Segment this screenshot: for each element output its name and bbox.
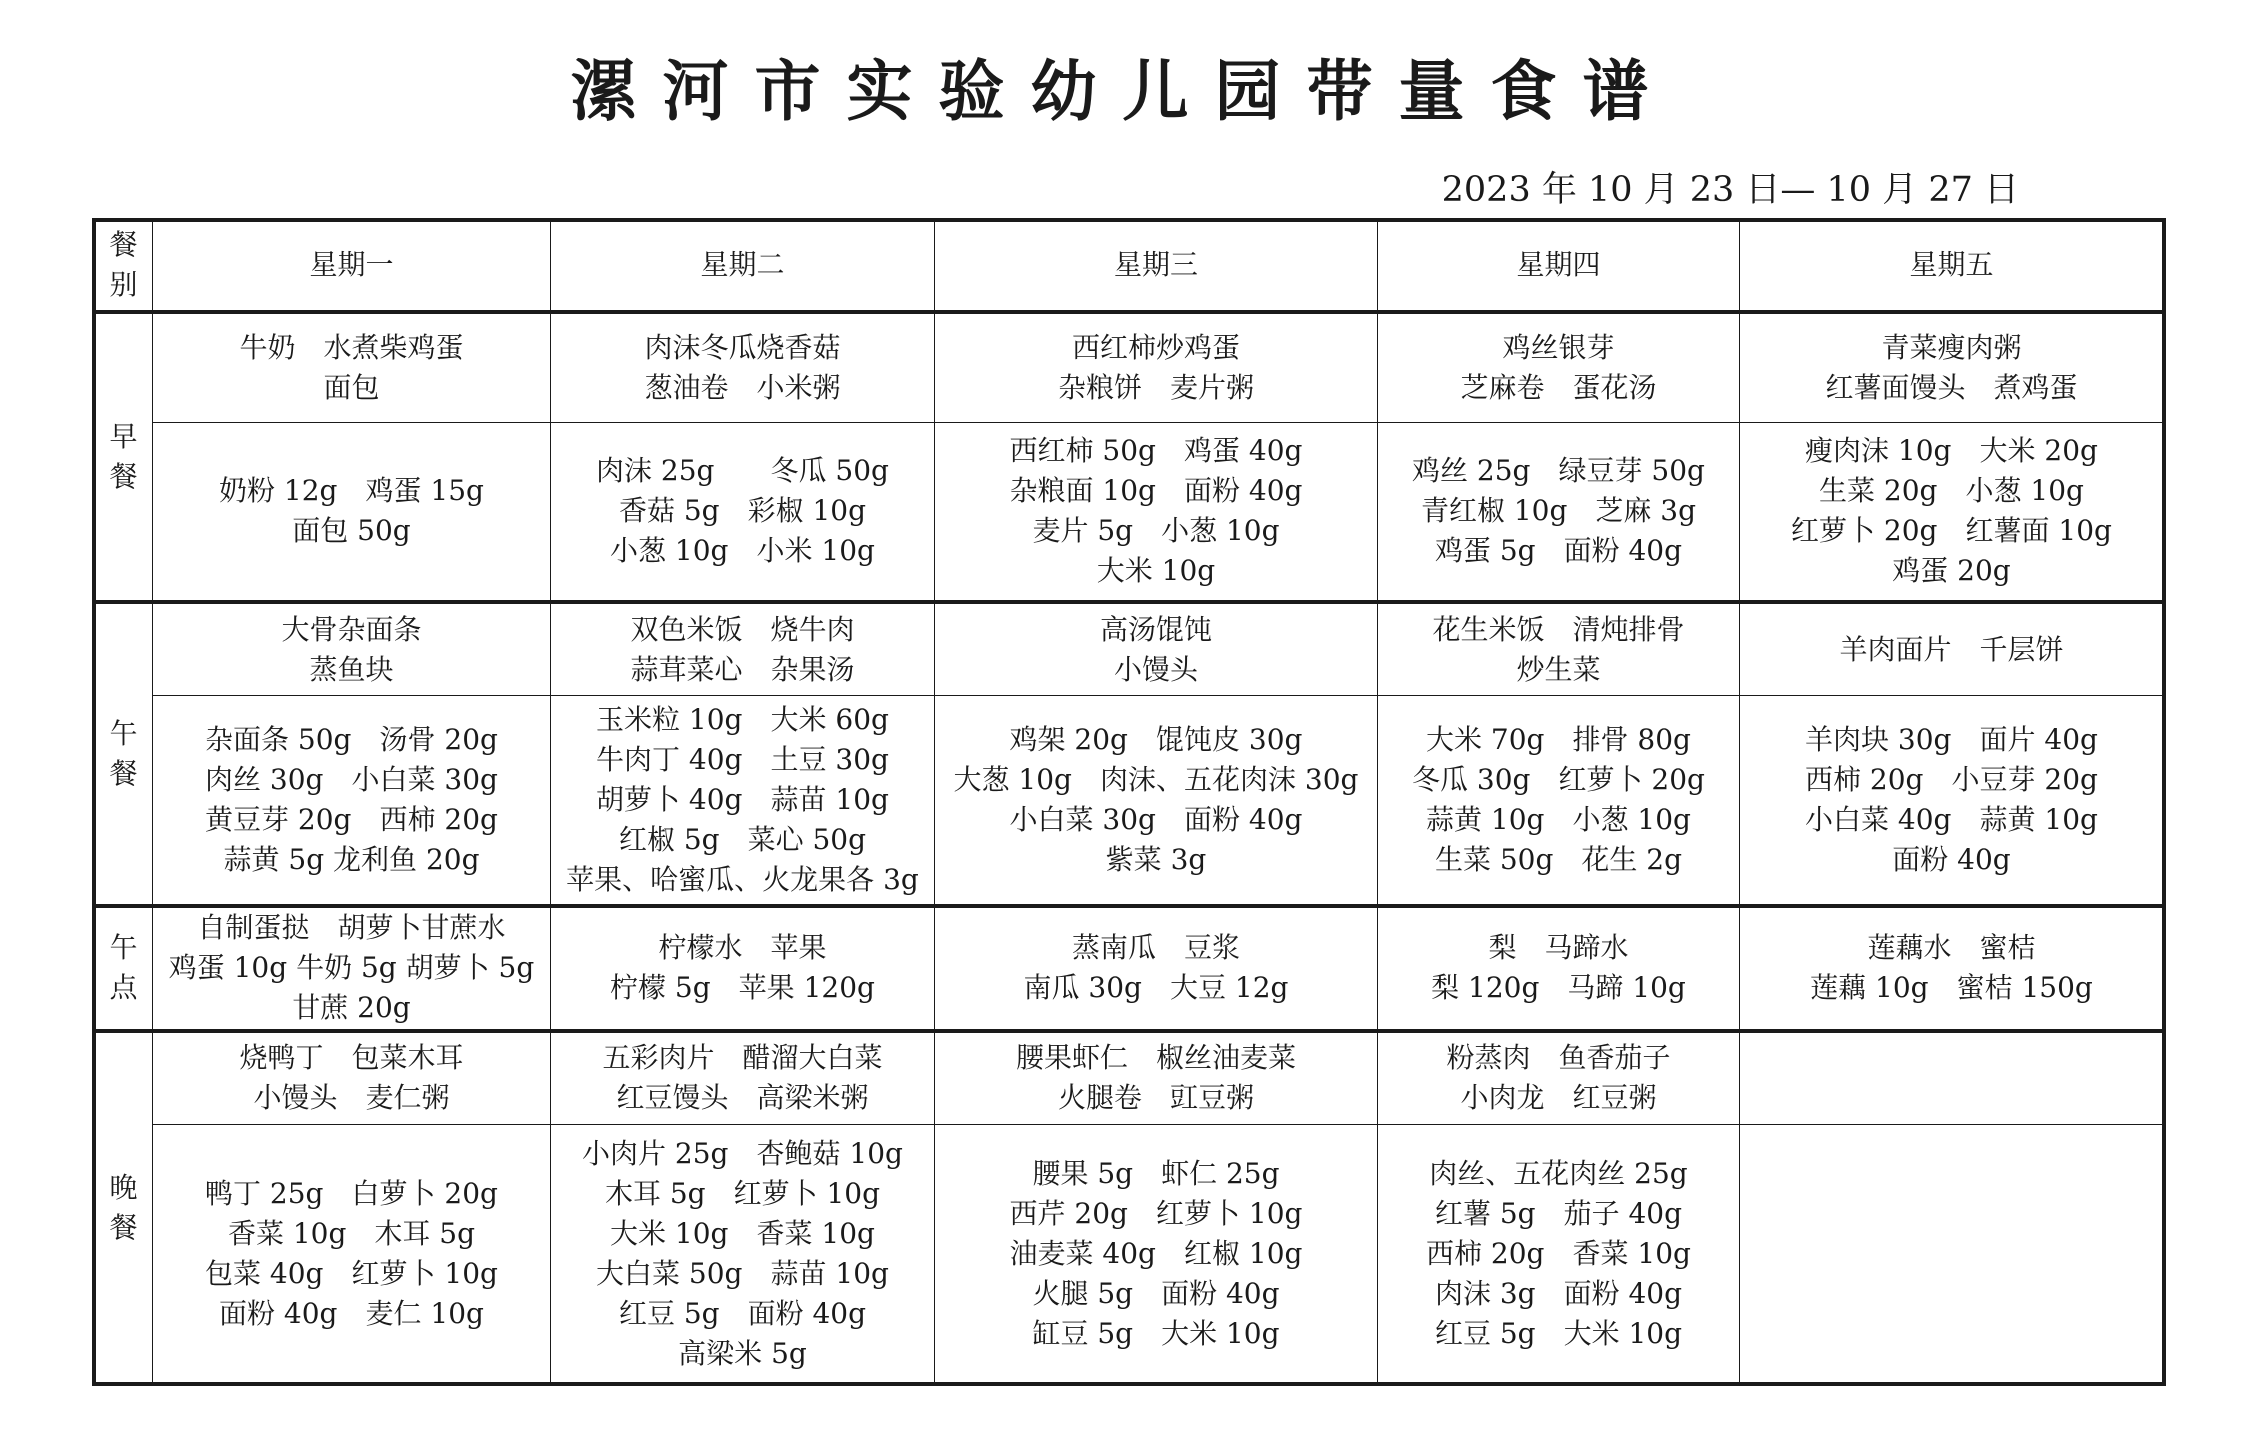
meal-label-line: 午 [109, 931, 138, 965]
snack-cell [153, 906, 551, 1030]
dish-cell-line: 五彩肉片 醋溜大白菜 [602, 1041, 883, 1075]
amount-cell-line: 缸豆 5g 大米 10g [1032, 1317, 1280, 1351]
amount-cell-line: 鸡蛋 20g [1892, 554, 2011, 588]
dish-cell-line: 小肉龙 红豆粥 [1460, 1081, 1657, 1115]
date-range: 2023 年 10 月 23 日— 10 月 27 日 [1441, 170, 2019, 210]
amount-cell-line: 牛肉丁 40g 土豆 30g [596, 743, 889, 777]
meal-column-header-line: 别 [109, 268, 138, 302]
meal-column-header-line: 餐 [109, 228, 138, 262]
amount-cell-line: 高梁米 5g [678, 1337, 807, 1371]
dish-cell-line: 红豆馒头 高梁米粥 [616, 1081, 869, 1115]
snack-cell-line: 莲藕水 蜜桔 [1867, 931, 2036, 965]
amount-cell-line: 麦片 5g 小葱 10g [1032, 514, 1280, 548]
snack-cell-line: 柠檬 5g 苹果 120g [610, 971, 875, 1005]
amount-cell-line: 玉米粒 10g 大米 60g [596, 703, 889, 737]
dish-cell [1378, 1031, 1740, 1125]
amount-cell-line: 奶粉 12g 鸡蛋 15g [219, 474, 484, 508]
amount-cell-line: 西红柿 50g 鸡蛋 40g [1009, 434, 1303, 468]
dish-cell-line: 牛奶 水煮柴鸡蛋 [239, 330, 464, 364]
header-row [95, 221, 2164, 312]
snack-cell [1740, 906, 2164, 1030]
amount-cell-line: 肉丝、五花肉丝 25g [1429, 1157, 1688, 1191]
amount-cell [1378, 1125, 1740, 1384]
amount-cell-line: 鸡架 20g 馄饨皮 30g [1009, 723, 1303, 757]
dish-cell [1740, 1031, 2164, 1125]
amount-cell-line: 鸡丝 25g 绿豆芽 50g [1412, 454, 1705, 488]
dish-cell-line: 高汤馄饨 [1099, 612, 1212, 646]
amount-cell [1740, 1125, 2164, 1384]
dish-cell-line: 火腿卷 豇豆粥 [1057, 1081, 1254, 1115]
dish-cell-line: 双色米饭 烧牛肉 [630, 612, 855, 646]
snack-cell-line: 南瓜 30g 大豆 12g [1023, 971, 1289, 1005]
amount-cell-line: 蒜黄 5g 龙利鱼 20g [223, 843, 480, 877]
meal-label-line: 早 [109, 420, 138, 454]
meal-label [95, 1031, 153, 1384]
dish-cell-line: 鸡丝银芽 [1502, 330, 1615, 364]
amount-cell [551, 696, 935, 907]
snack-cell [551, 906, 935, 1030]
meal-label-line: 餐 [109, 460, 138, 494]
amount-cell [935, 422, 1378, 602]
dish-cell-line: 粉蒸肉 鱼香茄子 [1446, 1041, 1671, 1075]
amount-cell-line: 大米 10g 香菜 10g [610, 1217, 875, 1251]
dish-cell [1740, 312, 2164, 422]
day-header: 星期四 [1378, 221, 1740, 312]
amount-cell-line: 大米 10g [1096, 554, 1216, 588]
dish-cell-line: 红薯面馒头 煮鸡蛋 [1825, 370, 2078, 404]
amount-cell [1740, 422, 2164, 602]
amount-cell [935, 696, 1378, 907]
meal-row [95, 906, 2164, 1030]
dish-cell-line: 腰果虾仁 椒丝油麦菜 [1015, 1041, 1296, 1075]
menu-table [94, 220, 2164, 1384]
amount-cell-line: 面粉 40g [1892, 843, 2011, 877]
dish-cell-line: 花生米饭 清炖排骨 [1432, 612, 1685, 646]
dish-cell-line: 大骨杂面条 [281, 612, 422, 646]
dish-row [95, 1031, 2164, 1125]
snack-cell-line: 柠檬水 苹果 [658, 931, 827, 965]
snack-cell-line: 蒸南瓜 豆浆 [1071, 931, 1240, 965]
amount-cell-line: 蒜黄 10g 小葱 10g [1426, 803, 1691, 837]
dish-cell [551, 602, 935, 695]
amount-cell [1740, 696, 2164, 907]
dish-cell-line: 肉沫冬瓜烧香菇 [644, 330, 841, 364]
snack-cell-line: 莲藕 10g 蜜桔 150g [1810, 971, 2093, 1005]
dish-cell [551, 1031, 935, 1125]
dish-cell [153, 312, 551, 422]
amount-cell-line: 鸭丁 25g 白萝卜 20g [205, 1177, 498, 1211]
amount-cell-line: 肉沫 3g 面粉 40g [1434, 1277, 1683, 1311]
dish-cell [935, 312, 1378, 422]
dish-row [95, 602, 2164, 695]
dish-cell [1378, 312, 1740, 422]
dish-cell-line: 小馒头 麦仁粥 [253, 1081, 450, 1115]
amount-cell-line: 小白菜 40g 蒜黄 10g [1805, 803, 2098, 837]
amount-cell-line: 肉沫 25g 冬瓜 50g [596, 454, 889, 488]
amount-cell-line: 冬瓜 30g 红萝卜 20g [1412, 763, 1705, 797]
amount-cell-line: 羊肉块 30g 面片 40g [1805, 723, 2098, 757]
amount-cell-line: 胡萝卜 40g 蒜苗 10g [596, 783, 889, 817]
meal-label-line: 餐 [109, 1210, 138, 1244]
amount-cell-line: 瘦肉沫 10g 大米 20g [1805, 434, 2098, 468]
dish-cell-line: 炒生菜 [1516, 652, 1601, 686]
amount-cell-line: 肉丝 30g 小白菜 30g [205, 763, 498, 797]
amount-cell-line: 生菜 50g 花生 2g [1434, 843, 1683, 877]
meal-label-line: 午 [109, 717, 138, 751]
dish-row [95, 312, 2164, 422]
dish-cell [1740, 602, 2164, 695]
amount-cell-line: 面粉 40g 麦仁 10g [219, 1297, 484, 1331]
amount-cell [1378, 696, 1740, 907]
snack-cell-line: 鸡蛋 10g 牛奶 5g 胡萝卜 5g [168, 951, 535, 985]
amount-row [95, 696, 2164, 907]
meal-column-header [95, 221, 153, 312]
amount-cell-line: 红豆 5g 大米 10g [1434, 1317, 1683, 1351]
dish-cell-line: 蒜茸菜心 杂果汤 [630, 652, 855, 686]
amount-cell-line: 青红椒 10g 芝麻 3g [1420, 494, 1697, 528]
amount-cell-line: 香菜 10g 木耳 5g [227, 1217, 476, 1251]
meal-label-line: 晚 [109, 1170, 138, 1204]
meal-label [95, 602, 153, 906]
dish-cell-line: 羊肉面片 千层饼 [1839, 632, 2064, 666]
amount-cell-line: 包菜 40g 红萝卜 10g [205, 1257, 498, 1291]
snack-cell [1378, 906, 1740, 1030]
amount-cell-line: 杂面条 50g 汤骨 20g [205, 723, 498, 757]
amount-cell-line: 小白菜 30g 面粉 40g [1009, 803, 1303, 837]
amount-cell-line: 木耳 5g 红萝卜 10g [604, 1177, 881, 1211]
snack-cell-line: 自制蛋挞 胡萝卜甘蔗水 [197, 911, 506, 945]
day-header: 星期二 [551, 221, 935, 312]
amount-cell-line: 生菜 20g 小葱 10g [1819, 474, 2084, 508]
snack-cell-line: 梨 120g 马蹄 10g [1431, 971, 1686, 1005]
snack-cell-line: 甘蔗 20g [292, 991, 411, 1025]
amount-cell-line: 小肉片 25g 杏鲍菇 10g [582, 1137, 903, 1171]
dish-cell-line: 蒸鱼块 [309, 652, 394, 686]
amount-cell-line: 鸡蛋 5g 面粉 40g [1434, 534, 1683, 568]
meal-label-line: 餐 [109, 757, 138, 791]
dish-cell-line: 面包 [323, 370, 380, 404]
dish-cell-line: 烧鸭丁 包菜木耳 [239, 1041, 464, 1075]
amount-cell-line: 大葱 10g 肉沫、五花肉沫 30g [953, 763, 1359, 797]
amount-row [95, 422, 2164, 602]
amount-cell [153, 1125, 551, 1384]
dish-cell [551, 312, 935, 422]
amount-cell-line: 紫菜 3g [1105, 843, 1207, 877]
amount-cell [153, 696, 551, 907]
dish-cell-line: 芝麻卷 蛋花汤 [1460, 370, 1657, 404]
meal-label [95, 312, 153, 603]
amount-cell-line: 红椒 5g 菜心 50g [618, 823, 867, 857]
amount-cell-line: 红豆 5g 面粉 40g [618, 1297, 867, 1331]
dish-cell [1378, 602, 1740, 695]
amount-cell [153, 422, 551, 602]
dish-cell [935, 602, 1378, 695]
dish-cell-line: 西红柿炒鸡蛋 [1071, 330, 1240, 364]
amount-cell-line: 腰果 5g 虾仁 25g [1032, 1157, 1280, 1191]
amount-cell [551, 422, 935, 602]
snack-cell [935, 906, 1378, 1030]
amount-cell-line: 西柿 20g 香菜 10g [1426, 1237, 1691, 1271]
dish-cell-line: 杂粮饼 麦片粥 [1057, 370, 1254, 404]
amount-cell-line: 苹果、哈蜜瓜、火龙果各 3g [566, 863, 919, 897]
amount-cell-line: 红萝卜 20g 红薯面 10g [1791, 514, 2112, 548]
amount-cell-line: 大白菜 50g 蒜苗 10g [596, 1257, 889, 1291]
dish-cell-line: 小馒头 [1113, 652, 1198, 686]
dish-cell-line: 葱油卷 小米粥 [644, 370, 841, 404]
day-header: 星期一 [153, 221, 551, 312]
meal-label [95, 906, 153, 1030]
dish-cell [935, 1031, 1378, 1125]
amount-cell-line: 香菇 5g 彩椒 10g [618, 494, 867, 528]
amount-cell-line: 西芹 20g 红萝卜 10g [1009, 1197, 1303, 1231]
amount-cell [551, 1125, 935, 1384]
page-title: 漯河市实验幼儿园带量食谱 [570, 53, 1675, 130]
amount-cell-line: 油麦菜 40g 红椒 10g [1009, 1237, 1303, 1271]
amount-cell-line: 小葱 10g 小米 10g [610, 534, 875, 568]
amount-cell [1378, 422, 1740, 602]
dish-cell [153, 1031, 551, 1125]
amount-cell-line: 火腿 5g 面粉 40g [1032, 1277, 1280, 1311]
day-header: 星期三 [935, 221, 1378, 312]
amount-cell-line: 红薯 5g 茄子 40g [1434, 1197, 1683, 1231]
amount-cell [935, 1125, 1378, 1384]
amount-cell-line: 面包 50g [292, 514, 411, 548]
amount-cell-line: 黄豆芽 20g 西柿 20g [205, 803, 498, 837]
amount-cell-line: 西柿 20g 小豆芽 20g [1805, 763, 2098, 797]
meal-label-line: 点 [109, 971, 138, 1005]
amount-cell-line: 杂粮面 10g 面粉 40g [1009, 474, 1303, 508]
day-header: 星期五 [1740, 221, 2164, 312]
dish-cell [153, 602, 551, 695]
amount-cell-line: 大米 70g 排骨 80g [1426, 723, 1691, 757]
dish-cell-line: 青菜瘦肉粥 [1881, 330, 2022, 364]
amount-row [95, 1125, 2164, 1384]
snack-cell-line: 梨 马蹄水 [1488, 931, 1629, 965]
